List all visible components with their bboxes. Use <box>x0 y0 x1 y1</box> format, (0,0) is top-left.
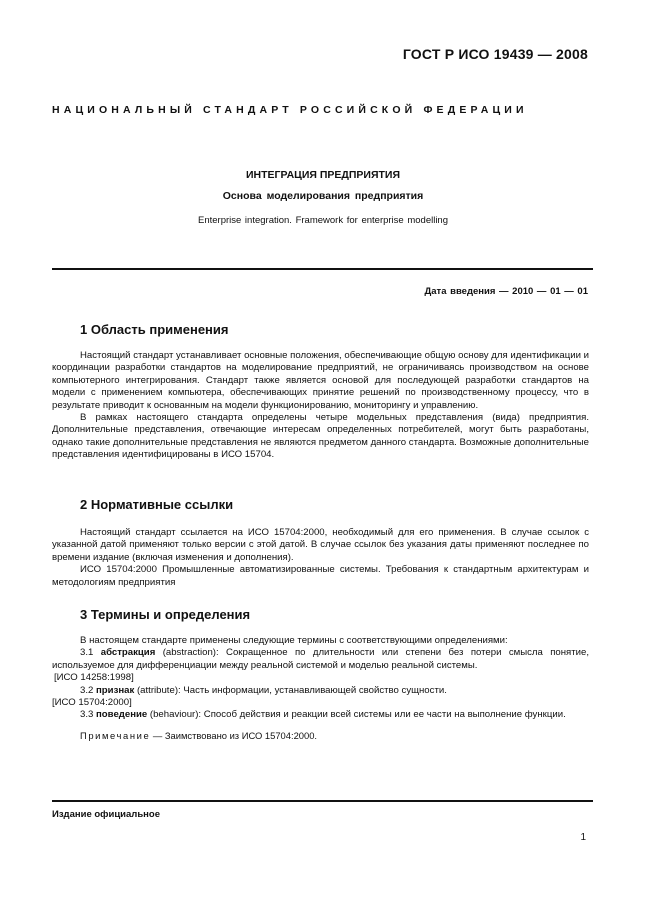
term-entry: 3.3 поведение (behaviour): Способ действия и реакции всей системы или ее части на выполнение функции. <box>80 709 566 721</box>
term-entry: 3.1 абстракция (abstraction): Сокращенное по длительности или степени без потери смысла понятие, используемое для дифференциации между реальной системой и моделью реальной системы. <box>52 647 590 671</box>
document-number: ГОСТ Р ИСО 19439 — 2008 <box>402 46 588 62</box>
section-normative-references <box>52 497 589 589</box>
paragraph: В рамках настоящего стандарта определены четыре модельных представления (вида) предприятия. Дополнительные представления, отвечающие интересам определенных потребителей, могут быть разработаны, однако такие дополнительные представления не являются предметом данного стандарта. Возможные дополнительные представления идентифицированы в ИСО 15704. <box>52 412 589 461</box>
standard-subtitle: Основа моделирования предприятия <box>222 190 424 202</box>
note-label: Примечание <box>80 729 151 741</box>
term-name: абстракция <box>100 647 156 659</box>
paragraph: В настоящем стандарте применены следующие термины с соответствующими определениями: <box>80 635 508 646</box>
official-edition-label: Издание официальное <box>52 809 160 820</box>
standard-title: ИНТЕГРАЦИЯ ПРЕДПРИЯТИЯ <box>245 169 401 181</box>
term-source: [ИСО 15704:2000] <box>52 697 132 709</box>
effective-date: Дата введения — 2010 — 01 — 01 <box>424 286 588 297</box>
footer-divider <box>52 800 593 802</box>
section-heading: 3 Термины и определения <box>80 607 251 622</box>
section-heading: 2 Нормативные ссылки <box>80 497 234 512</box>
english-title: Enterprise integration. Framework for enterprise modelling <box>198 215 448 226</box>
term-name: поведение <box>96 709 148 721</box>
paragraph: Настоящий стандарт устанавливает основные положения, обеспечивающие общую основу для идентификации и координации разработки стандартов на моделирование предприятий, не ограничиваясь производством на основе компьютерного интегрирования. Стандарт также является основой для последующей разработки стандартов на модели с применением компьютера, обеспечивающих принятие решений по производственному процессу, что в результате приводит к основанным на модели функционированию, мониторингу и управлению. <box>52 350 589 411</box>
section-heading: 1 Область применения <box>80 322 229 337</box>
term-source: [ИСО 14258:1998] <box>54 672 134 684</box>
section-scope <box>52 322 589 462</box>
top-divider <box>52 268 593 270</box>
paragraph: ИСО 15704:2000 Промышленные автоматизированные системы. Требования к стандартным архитектурам и методологиям предприятия <box>52 564 589 588</box>
term-entry: 3.2 признак (attribute): Часть информации, устанавливающей свойство сущности. <box>80 684 447 696</box>
national-standard-title: НАЦИОНАЛЬНЫЙ СТАНДАРТ РОССИЙСКОЙ ФЕДЕРАЦИИ <box>52 104 528 116</box>
paragraph: Настоящий стандарт ссылается на ИСО 15704:2000, необходимый для его применения. В случае ссылок с указанной датой применяют только версии с этой датой. В случае ссылок без указания даты применяют последнее по времени издание (включая изменения и дополнения). <box>52 527 589 563</box>
page-number: 1 <box>580 832 586 843</box>
note: Примечание — Заимствовано из ИСО 15704:2000. <box>80 729 318 741</box>
term-name: признак <box>96 684 135 696</box>
section-terms <box>52 607 589 742</box>
